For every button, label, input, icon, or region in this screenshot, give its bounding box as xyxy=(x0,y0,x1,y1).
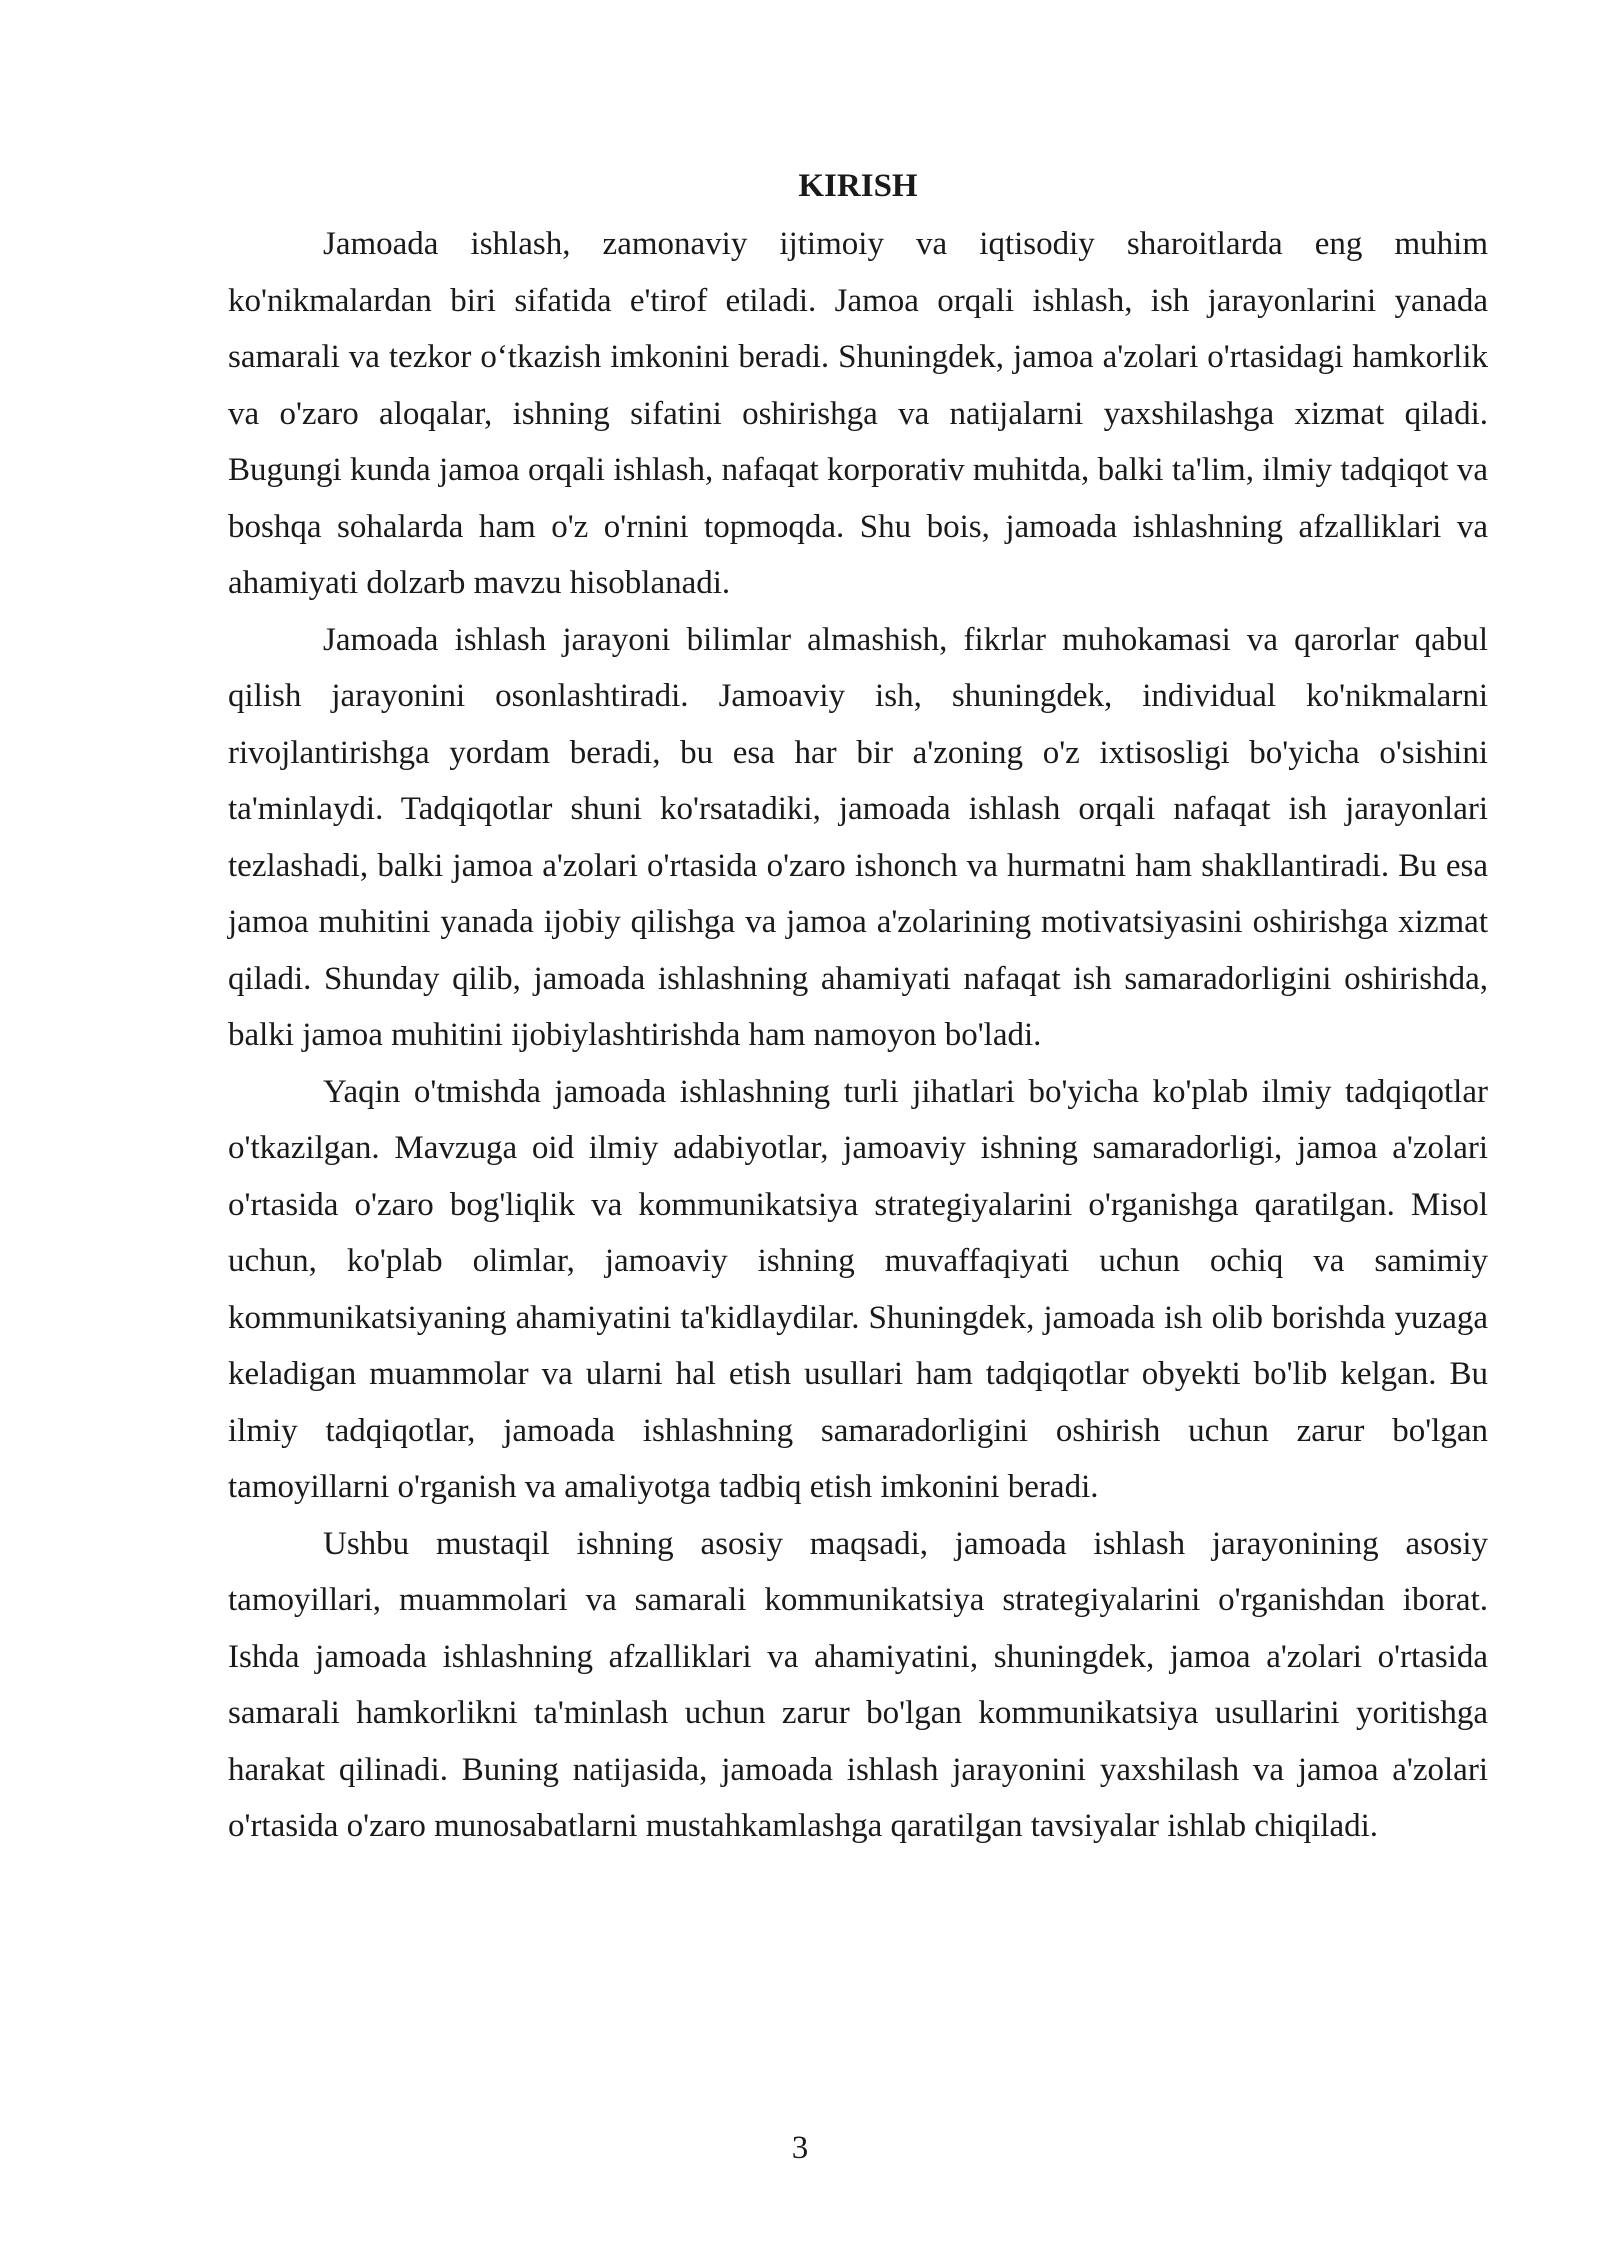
paragraph-2: Jamoada ishlash jarayoni bilimlar almashish, fikrlar muhokamasi va qarorlar qabul qilish jarayonini osonlashtiradi. Jamoaviy ish, shuningdek, individual ko'nikmalarni rivojlantirishga yordam beradi, bu esa har bir a'zoning o'z ixtisosligi bo'yicha o'sishini ta'minlaydi. Tadqiqotlar shuni ko'rsatadiki, jamoada ishlash orqali nafaqat ish jarayonlari tezlashadi, balki jamoa a'zolari o'rtasida o'zaro ishonch va hurmatni ham shakllantiradi. Bu esa jamoa muhitini yanada ijobiy qilishga va jamoa a'zolarining motivatsiyasini oshirishga xizmat qiladi. Shunday qilib, jamoada ishlashning ahamiyati nafaqat ish samaradorligini oshirishda, balki jamoa muhitini ijobiylashtirishda ham namoyon bo'ladi. xyxy=(228,621,1488,1053)
document-page xyxy=(228,160,1488,1855)
paragraph-1: Jamoada ishlash, zamonaviy ijtimoiy va iqtisodiy sharoitlarda eng muhim ko'nikmalardan biri sifatida e'tirof etiladi. Jamoa orqali ishlash, ish jarayonlarini yanada samarali va tezkor o‘tkazish imkonini beradi. Shuningdek, jamoa a'zolari o'rtasidagi hamkorlik va o'zaro aloqalar, ishning sifatini oshirishga va natijalarni yaxshilashga xizmat qiladi. Bugungi kunda jamoa orqali ishlash, nafaqat korporativ muhitda, balki ta'lim, ilmiy tadqiqot va boshqa sohalarda ham o'z o'rnini topmoqda. Shu bois, jamoada ishlashning afzalliklari va ahamiyati dolzarb mavzu hisoblanadi. xyxy=(228,226,1488,601)
section-title: KIRISH xyxy=(798,168,918,204)
paragraph-3: Yaqin o'tmishda jamoada ishlashning turli jihatlari bo'yicha ko'plab ilmiy tadqiqotlar o'tkazilgan. Mavzuga oid ilmiy adabiyotlar, jamoaviy ishning samaradorligi, jamoa a'zolari o'rtasida o'zaro bog'liqlik va kommunikatsiya strategiyalarini o'rganishga qaratilgan. Misol uchun, ko'plab olimlar, jamoaviy ishning muvaffaqiyati uchun ochiq va samimiy kommunikatsiyaning ahamiyatini ta'kidlaydilar. Shuningdek, jamoada ish olib borishda yuzaga keladigan muammolar va ularni hal etish usullari ham tadqiqotlar obyekti bo'lib kelgan. Bu ilmiy tadqiqotlar, jamoada ishlashning samaradorligini oshirish uchun zarur bo'lgan tamoyillarni o'rganish va amaliyotga tadbiq etish imkonini beradi. xyxy=(228,1073,1488,1505)
page-number: 3 xyxy=(791,2130,809,2166)
paragraph-4: Ushbu mustaqil ishning asosiy maqsadi, jamoada ishlash jarayonining asosiy tamoyillari, muammolari va samarali kommunikatsiya strategiyalarini o'rganishdan iborat. Ishda jamoada ishlashning afzalliklari va ahamiyatini, shuningdek, jamoa a'zolari o'rtasida samarali hamkorlikni ta'minlash uchun zarur bo'lgan kommunikatsiya usullarini yoritishga harakat qilinadi. Buning natijasida, jamoada ishlash jarayonini yaxshilash va jamoa a'zolari o'rtasida o'zaro munosabatlarni mustahkamlashga qaratilgan tavsiyalar ishlab chiqiladi. xyxy=(228,1525,1488,1844)
